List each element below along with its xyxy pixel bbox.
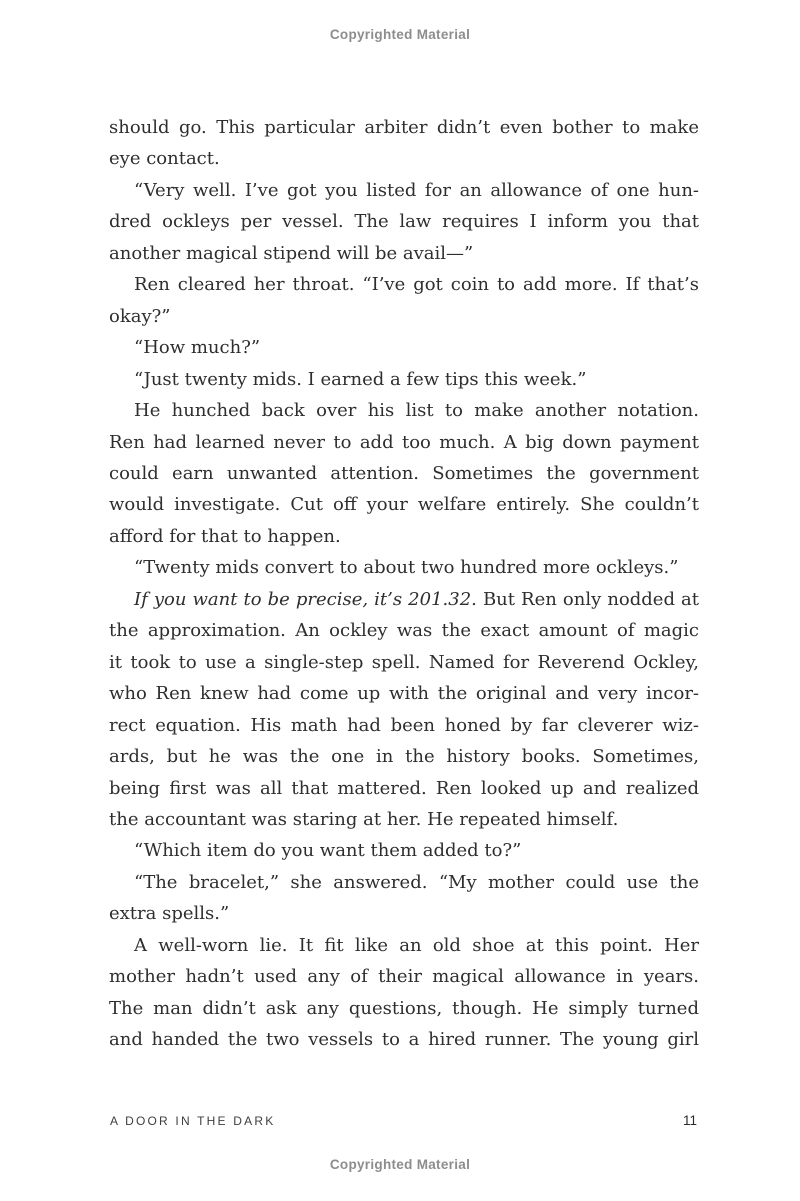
text-line: could earn unwanted attention. Sometimes the government xyxy=(109,462,699,484)
text-line: Ren had learned never to add too much. A big down payment xyxy=(109,431,699,453)
text-line: “Very well. I’ve got you listed for an allowance of one hun- xyxy=(134,179,699,201)
text-line: rect equation. His math had been honed by far cleverer wiz- xyxy=(109,714,699,736)
text-line: “Just twenty mids. I earned a few tips this week.” xyxy=(134,368,587,390)
text-line: being first was all that mattered. Ren looked up and realized xyxy=(109,777,699,799)
text-line: extra spells.” xyxy=(109,903,230,925)
text-line: Ren cleared her throat. “I’ve got coin to add more. If that’s xyxy=(134,274,699,296)
text-line: ards, but he was the one in the history books. Sometimes, xyxy=(109,746,699,768)
footer xyxy=(110,1113,697,1128)
copyright-bottom-notice: Copyrighted Material xyxy=(329,1157,471,1172)
text-line: A well-worn lie. It fit like an old shoe at this point. Her xyxy=(134,934,699,956)
text-line: eye contact. xyxy=(109,148,220,170)
text-line: the approximation. An ockley was the exact amount of magic xyxy=(109,620,699,642)
page-number: 11 xyxy=(682,1113,697,1128)
page-text xyxy=(109,112,699,1056)
text-line: dred ockleys per vessel. The law requires I inform you that xyxy=(109,211,699,233)
text-line: “The bracelet,” she answered. “My mother could use the xyxy=(134,871,699,893)
text-line: afford for that to happen. xyxy=(109,525,341,547)
text-line: another magical stipend will be avail—” xyxy=(109,242,474,264)
text-line: who Ren knew had come up with the original and very incor- xyxy=(109,683,699,705)
text-line: it took to use a single-step spell. Named for Reverend Ockley, xyxy=(109,651,699,673)
text-line: “Which item do you want them added to?” xyxy=(134,840,522,862)
text-line: “Twenty mids convert to about two hundred more ockleys.” xyxy=(134,557,679,579)
text-line: He hunched back over his list to make another notation. xyxy=(134,400,699,422)
text-line: the accountant was staring at her. He repeated himself. xyxy=(109,808,619,830)
book-title: A DOOR IN THE DARK xyxy=(110,1114,276,1128)
text-line: “How much?” xyxy=(134,337,261,359)
text-line: If you want to be precise, it’s 201.32. But Ren only nodded at xyxy=(134,588,700,610)
text-line: would investigate. Cut off your welfare entirely. She couldn’t xyxy=(109,494,699,516)
text-line: okay?” xyxy=(109,305,171,327)
text-line: and handed the two vessels to a hired runner. The young girl xyxy=(109,1029,699,1051)
text-line: should go. This particular arbiter didn’t even bother to make xyxy=(109,117,699,138)
copyright-top-notice: Copyrighted Material xyxy=(329,27,471,42)
text-line: The man didn’t ask any questions, though. He simply turned xyxy=(109,997,699,1019)
text-line: mother hadn’t used any of their magical allowance in years. xyxy=(109,966,699,988)
